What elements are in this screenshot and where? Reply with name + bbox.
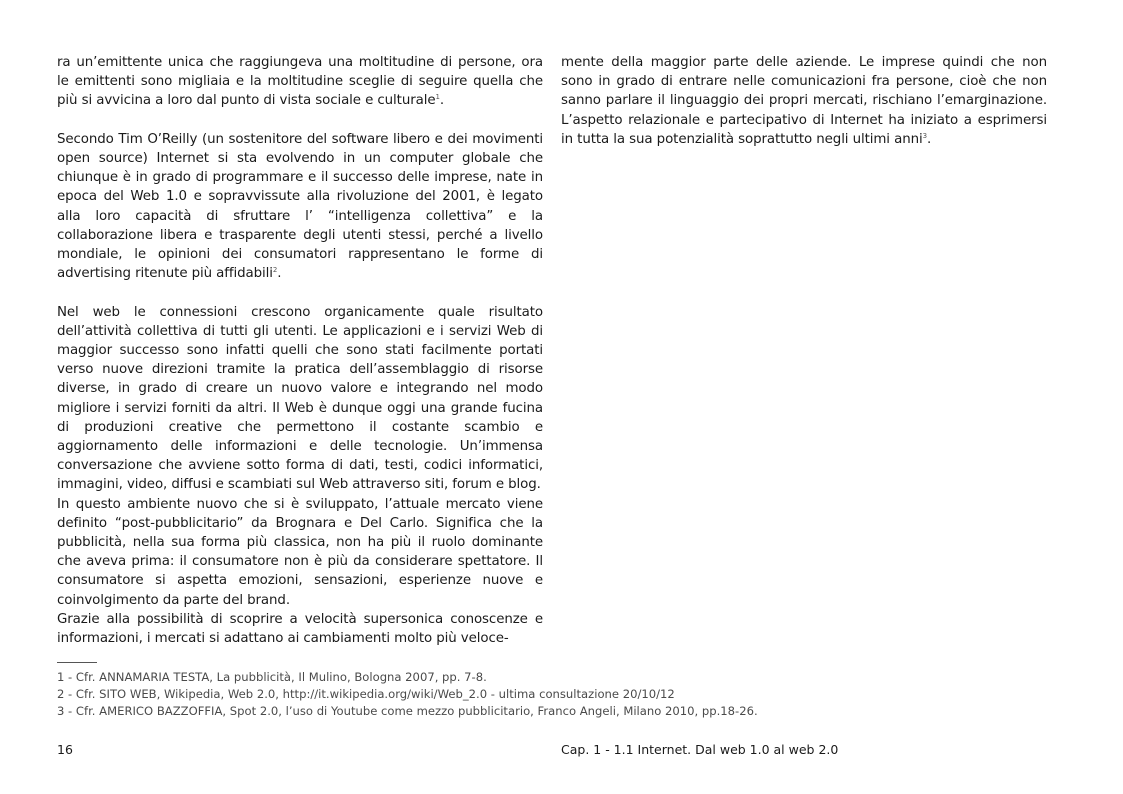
- right-column: [561, 53, 1047, 149]
- paragraph-2: [57, 130, 543, 284]
- paragraph-end: .: [926, 131, 932, 147]
- paragraph-5: Grazie alla possibilità di scoprire a velocità supersonica conoscenze e informazioni, i mercati si adattano ai cambiamenti molto più veloce-: [57, 611, 543, 647]
- paragraph-end: .: [277, 266, 282, 282]
- paragraph-continuation: [561, 53, 1047, 149]
- running-header: Cap. 1 - 1.1 Internet. Dal web 1.0 al web 2.0: [561, 742, 839, 757]
- paragraph-3: Nel web le connessioni crescono organicamente quale risultato dell’attività collettiva di tutti gli utenti. Le applicazioni e i servizi Web di maggior successo sono infatti quelli che sono stati facilmente portati verso nuove direzioni tramite la pratica dell’assemblaggio di risorse diverse, in grado di creare un nuovo valore e integrando nel modo migliore i servizi forniti da altri. Il Web è dunque oggi una grande fucina di produzioni creative che permettono il costante scambio e aggiornamento delle informazioni e delle tecnologie. Un’immensa conversazione che avviene sotto forma di dati, testi, codici informatici, immagini, video, diffusi e scambiati sul Web attraverso siti, forum e blog.: [57, 304, 543, 493]
- page-number: 16: [57, 742, 73, 757]
- footnote-ref-2[interactable]: 2: [272, 266, 278, 275]
- paragraph-4: In questo ambiente nuovo che si è sviluppato, l’attuale mercato viene definito “post-pubblicitario” da Brognara e Del Carlo. Significa che la pubblicità, nella sua forma più classica, non ha più il ruolo dominante che aveva prima: il consumatore non è più da considerare spettatore. Il consumatore si aspetta emozioni, sensazioni, esperienze nuove e coinvolgimento da parte del brand.: [57, 496, 543, 608]
- paragraph-1: [57, 53, 543, 111]
- footnote-divider: [57, 662, 97, 663]
- footnote-3: 3 - Cfr. AMERICO BAZZOFFIA, Spot 2.0, l’uso di Youtube come mezzo pubblicitario, Franco Angeli, Milano 2010, pp.18-26.: [57, 704, 758, 718]
- footnotes: [57, 662, 857, 720]
- footnote-ref-3[interactable]: 3: [922, 131, 927, 140]
- paragraph-text: ra un’emittente unica che raggiungeva una moltitudine di persone, ora le emittenti sono migliaia e la moltitudine sceglie di seguire quella che più si avvicina a loro dal punto di vista sociale e culturale: [57, 55, 543, 109]
- paragraph-text: Secondo Tim O’Reilly (un sostenitore del software libero e dei movimenti open source) Internet si sta evolvendo in un computer globale che chiunque è in grado di programmare e il successo delle imprese, nate in epoca del Web 1.0 e sopravvissute alla rivoluzione del 2001, è legato alla loro capacità di sfruttare l’ “intelligenza collettiva” e la collaborazione libera e trasparente degli utenti stessi, perché a livello mondiale, le opinioni dei consumatori rappresentano le forme di advertising ritenute più affidabili: [57, 131, 543, 282]
- footnote-2: 2 - Cfr. SITO WEB, Wikipedia, Web 2.0, http://it.wikipedia.org/wiki/Web_2.0 - ultima consultazione 20/10/12: [57, 687, 675, 701]
- left-column: [57, 53, 543, 648]
- paragraph-end: .: [439, 93, 445, 109]
- paragraph-text: mente della maggior parte delle aziende. Le imprese quindi che non sono in grado di entrare nelle comunicazioni fra persone, cioè che non sanno parlare il linguaggio dei propri mercati, rischiano l’emarginazione. L’aspetto relazionale e partecipativo di Internet ha iniziato a esprimersi in tutta la sua potenzialità soprattutto negli ultimi anni: [561, 55, 1047, 147]
- footnote-1: 1 - Cfr. ANNAMARIA TESTA, La pubblicità, Il Mulino, Bologna 2007, pp. 7-8.: [57, 670, 487, 684]
- footnote-ref-1[interactable]: 1: [435, 93, 440, 102]
